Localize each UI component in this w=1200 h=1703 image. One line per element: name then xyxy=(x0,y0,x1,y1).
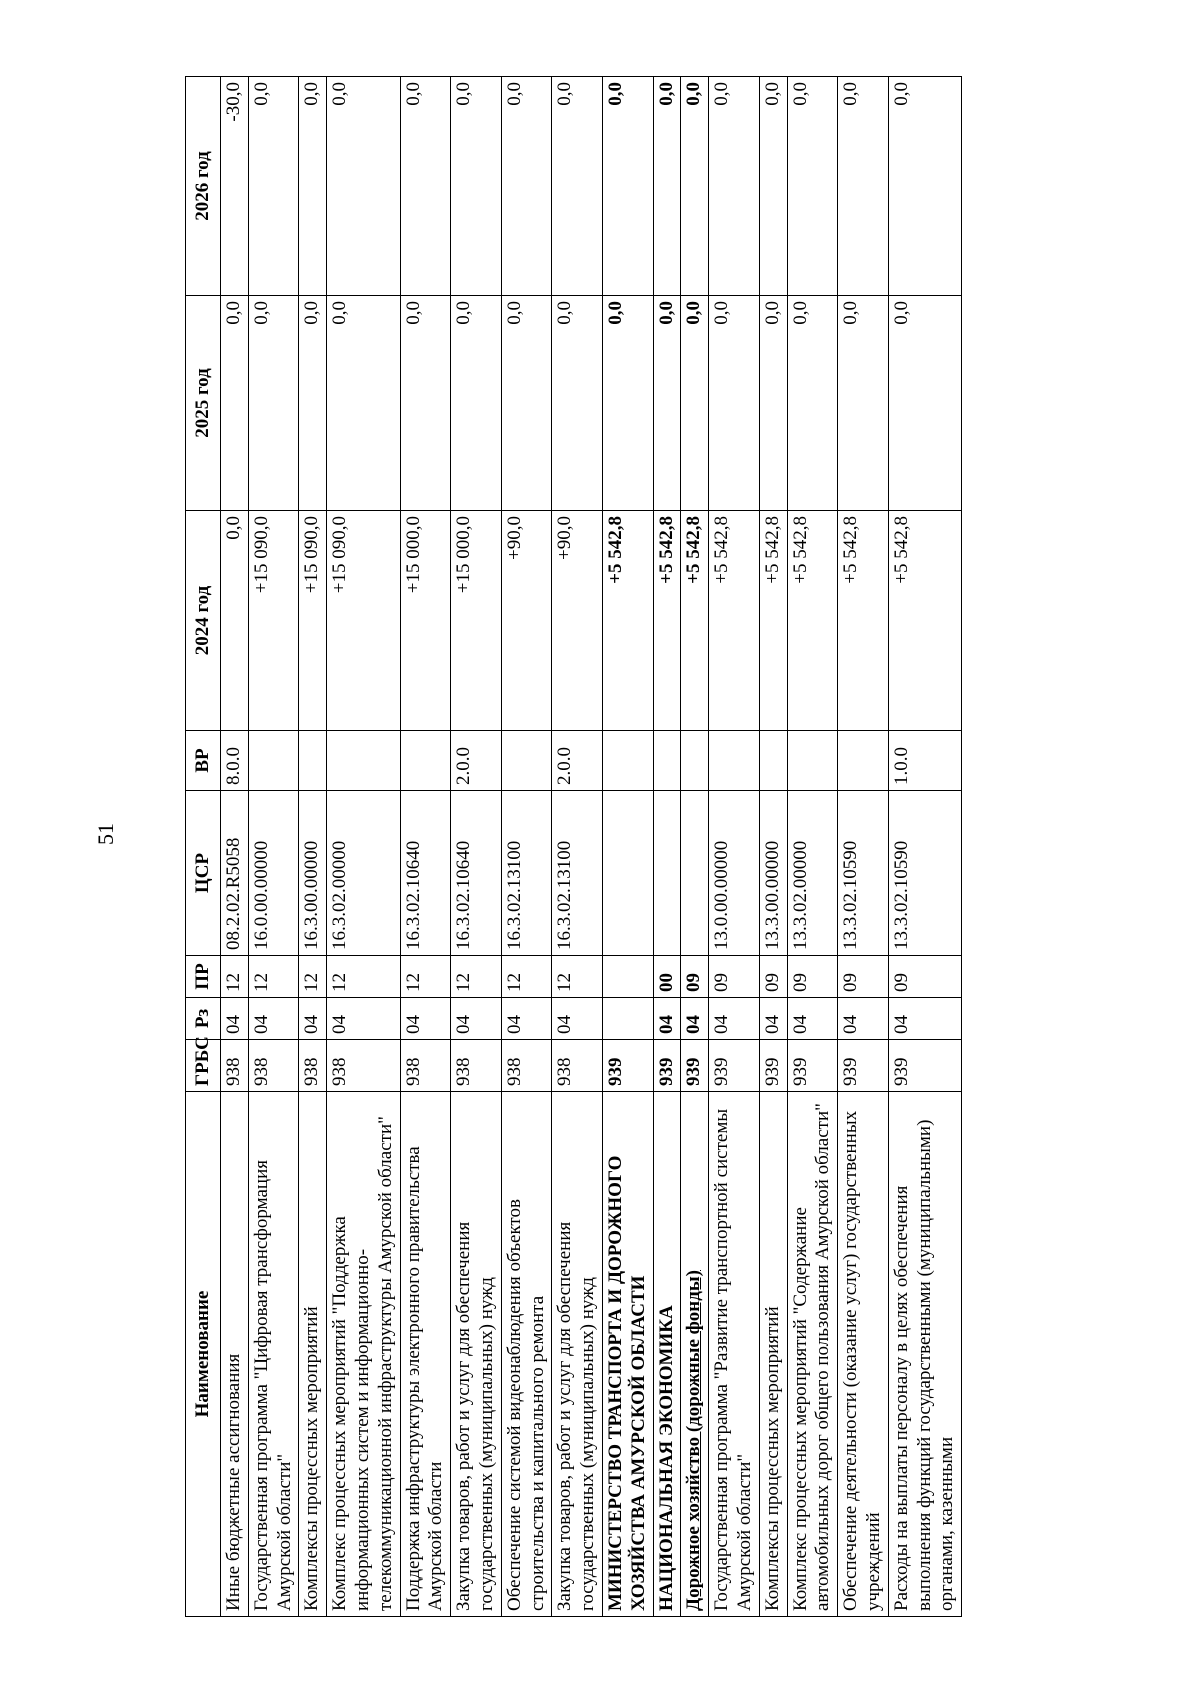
cell-2025: 0,0 xyxy=(681,296,709,511)
cell-name: Расходы на выплаты персоналу в целях обеспечения выполнения функций государственными (муниципальными) органами, казенными xyxy=(888,1092,961,1617)
cell-pr: 09 xyxy=(838,956,889,998)
cell-csr: 16.3.00.00000 xyxy=(299,791,327,956)
cell-vr xyxy=(602,731,653,791)
cell-pr xyxy=(602,956,653,998)
cell-name: Государственная программа "Цифровая трансформация Амурской области" xyxy=(248,1092,299,1617)
cell-2026: 0,0 xyxy=(451,77,502,296)
cell-2025: 0,0 xyxy=(221,296,249,511)
cell-2025: 0,0 xyxy=(327,296,400,511)
cell-name: Комплекс процессных мероприятий "Поддержка информационных систем и информационно-телекоммуникационной инфраструктуры Амурской области" xyxy=(327,1092,400,1617)
cell-name: Дорожное хозяйство (дорожные фонды) xyxy=(681,1092,709,1617)
cell-2026: 0,0 xyxy=(787,77,838,296)
cell-name: Комплексы процессных мероприятий xyxy=(299,1092,327,1617)
cell-grbs: 939 xyxy=(888,1040,961,1092)
cell-rz xyxy=(602,998,653,1040)
cell-2026: 0,0 xyxy=(888,77,961,296)
cell-pr: 12 xyxy=(248,956,299,998)
table-row xyxy=(602,77,653,1617)
cell-pr: 12 xyxy=(221,956,249,998)
cell-vr xyxy=(299,731,327,791)
rotated-page-content xyxy=(185,77,1070,1617)
cell-grbs: 938 xyxy=(400,1040,451,1092)
cell-name: Комплексы процессных мероприятий xyxy=(759,1092,787,1617)
cell-vr xyxy=(681,731,709,791)
cell-vr xyxy=(400,731,451,791)
table-row xyxy=(709,77,760,1617)
cell-rz: 04 xyxy=(400,998,451,1040)
table-row xyxy=(787,77,838,1617)
cell-2026: 0,0 xyxy=(838,77,889,296)
cell-name: Комплекс процессных мероприятий "Содержание автомобильных дорог общего пользования Амурской области" xyxy=(787,1092,838,1617)
cell-2025: 0,0 xyxy=(602,296,653,511)
cell-2024: +5 542,8 xyxy=(602,511,653,731)
cell-grbs: 939 xyxy=(759,1040,787,1092)
cell-rz: 04 xyxy=(451,998,502,1040)
cell-2025: 0,0 xyxy=(888,296,961,511)
cell-2026: 0,0 xyxy=(501,77,552,296)
cell-2025: 0,0 xyxy=(248,296,299,511)
cell-grbs: 939 xyxy=(653,1040,681,1092)
cell-csr: 16.3.02.13100 xyxy=(552,791,603,956)
cell-2026: 0,0 xyxy=(709,77,760,296)
cell-vr xyxy=(248,731,299,791)
cell-vr: 2.0.0 xyxy=(552,731,603,791)
cell-grbs: 938 xyxy=(501,1040,552,1092)
cell-csr: 16.3.02.13100 xyxy=(501,791,552,956)
cell-pr: 09 xyxy=(759,956,787,998)
cell-csr: 13.3.02.00000 xyxy=(787,791,838,956)
cell-vr xyxy=(653,731,681,791)
cell-2025: 0,0 xyxy=(299,296,327,511)
cell-csr: 13.3.02.10590 xyxy=(888,791,961,956)
cell-pr: 09 xyxy=(681,956,709,998)
cell-2024: 0,0 xyxy=(221,511,249,731)
header-2026: 2026 год xyxy=(186,77,221,296)
table-row xyxy=(221,77,249,1617)
cell-pr: 12 xyxy=(552,956,603,998)
cell-rz: 04 xyxy=(709,998,760,1040)
cell-2024: +15 000,0 xyxy=(400,511,451,731)
cell-rz: 04 xyxy=(653,998,681,1040)
cell-pr: 12 xyxy=(327,956,400,998)
table-row xyxy=(400,77,451,1617)
cell-2025: 0,0 xyxy=(501,296,552,511)
cell-name: Закупка товаров, работ и услуг для обеспечения государственных (муниципальных) нужд xyxy=(451,1092,502,1617)
table-row xyxy=(888,77,961,1617)
cell-2026: 0,0 xyxy=(653,77,681,296)
cell-pr: 09 xyxy=(709,956,760,998)
cell-rz: 04 xyxy=(248,998,299,1040)
cell-2026: 0,0 xyxy=(400,77,451,296)
cell-2026: 0,0 xyxy=(248,77,299,296)
table-row xyxy=(501,77,552,1617)
page-number: 51 xyxy=(93,823,118,845)
cell-csr: 13.0.00.00000 xyxy=(709,791,760,956)
cell-2024: +5 542,8 xyxy=(759,511,787,731)
cell-vr: 8.0.0 xyxy=(221,731,249,791)
cell-csr: 16.0.00.00000 xyxy=(248,791,299,956)
table-row xyxy=(653,77,681,1617)
cell-grbs: 938 xyxy=(248,1040,299,1092)
cell-2025: 0,0 xyxy=(451,296,502,511)
cell-vr xyxy=(501,731,552,791)
cell-csr: 08.2.02.R5058 xyxy=(221,791,249,956)
cell-rz: 04 xyxy=(221,998,249,1040)
cell-vr xyxy=(759,731,787,791)
cell-pr: 12 xyxy=(501,956,552,998)
cell-2025: 0,0 xyxy=(552,296,603,511)
cell-2024: +5 542,8 xyxy=(888,511,961,731)
cell-2026: 0,0 xyxy=(681,77,709,296)
cell-grbs: 938 xyxy=(327,1040,400,1092)
cell-rz: 04 xyxy=(787,998,838,1040)
cell-rz: 04 xyxy=(327,998,400,1040)
cell-csr: 16.3.02.10640 xyxy=(451,791,502,956)
cell-rz: 04 xyxy=(501,998,552,1040)
cell-grbs: 938 xyxy=(451,1040,502,1092)
header-2025: 2025 год xyxy=(186,296,221,511)
header-csr: ЦСР xyxy=(186,791,221,956)
cell-csr xyxy=(602,791,653,956)
table-body xyxy=(221,77,962,1617)
cell-vr: 1.0.0 xyxy=(888,731,961,791)
cell-csr xyxy=(681,791,709,956)
cell-2024: +90,0 xyxy=(552,511,603,731)
cell-name: Обеспечение системой видеонаблюдения объектов строительства и капитального ремонта xyxy=(501,1092,552,1617)
cell-grbs: 939 xyxy=(787,1040,838,1092)
cell-pr: 09 xyxy=(787,956,838,998)
table-row xyxy=(299,77,327,1617)
header-name: Наименование xyxy=(186,1092,221,1617)
cell-vr xyxy=(787,731,838,791)
cell-name: МИНИСТЕРСТВО ТРАНСПОРТА И ДОРОЖНОГО ХОЗЯЙСТВА АМУРСКОЙ ОБЛАСТИ xyxy=(602,1092,653,1617)
table-row xyxy=(838,77,889,1617)
cell-grbs: 938 xyxy=(221,1040,249,1092)
cell-csr: 16.3.02.10640 xyxy=(400,791,451,956)
cell-csr: 13.3.02.10590 xyxy=(838,791,889,956)
cell-2025: 0,0 xyxy=(709,296,760,511)
cell-pr: 00 xyxy=(653,956,681,998)
budget-table xyxy=(185,76,962,1617)
cell-2025: 0,0 xyxy=(838,296,889,511)
cell-grbs: 939 xyxy=(709,1040,760,1092)
cell-name: Государственная программа "Развитие транспортной системы Амурской области" xyxy=(709,1092,760,1617)
table-row xyxy=(248,77,299,1617)
header-pr: ПР xyxy=(186,956,221,998)
cell-2024: +5 542,8 xyxy=(653,511,681,731)
cell-2026: 0,0 xyxy=(299,77,327,296)
cell-vr xyxy=(327,731,400,791)
cell-2025: 0,0 xyxy=(787,296,838,511)
cell-2024: +5 542,8 xyxy=(681,511,709,731)
cell-2026: 0,0 xyxy=(552,77,603,296)
cell-rz: 04 xyxy=(681,998,709,1040)
cell-grbs: 938 xyxy=(552,1040,603,1092)
cell-rz: 04 xyxy=(552,998,603,1040)
cell-2024: +5 542,8 xyxy=(787,511,838,731)
table-header-row xyxy=(186,77,221,1617)
cell-2026: 0,0 xyxy=(759,77,787,296)
cell-grbs: 939 xyxy=(681,1040,709,1092)
cell-2024: +15 000,0 xyxy=(451,511,502,731)
cell-2025: 0,0 xyxy=(759,296,787,511)
cell-vr xyxy=(838,731,889,791)
cell-pr: 12 xyxy=(400,956,451,998)
header-grbs: ГРБС xyxy=(186,1040,221,1092)
header-vr: ВР xyxy=(186,731,221,791)
cell-pr: 12 xyxy=(451,956,502,998)
cell-2024: +5 542,8 xyxy=(709,511,760,731)
table-row xyxy=(552,77,603,1617)
cell-name: НАЦИОНАЛЬНАЯ ЭКОНОМИКА xyxy=(653,1092,681,1617)
cell-vr xyxy=(709,731,760,791)
cell-csr: 13.3.00.00000 xyxy=(759,791,787,956)
cell-name: Закупка товаров, работ и услуг для обеспечения государственных (муниципальных) нужд xyxy=(552,1092,603,1617)
cell-2024: +15 090,0 xyxy=(248,511,299,731)
cell-2024: +5 542,8 xyxy=(838,511,889,731)
cell-grbs: 939 xyxy=(602,1040,653,1092)
table-row xyxy=(759,77,787,1617)
cell-rz: 04 xyxy=(299,998,327,1040)
cell-2026: 0,0 xyxy=(602,77,653,296)
cell-vr: 2.0.0 xyxy=(451,731,502,791)
cell-csr xyxy=(653,791,681,956)
cell-2026: -30,0 xyxy=(221,77,249,296)
header-rz: Рз xyxy=(186,998,221,1040)
cell-rz: 04 xyxy=(838,998,889,1040)
cell-2025: 0,0 xyxy=(653,296,681,511)
cell-rz: 04 xyxy=(759,998,787,1040)
cell-grbs: 938 xyxy=(299,1040,327,1092)
cell-rz: 04 xyxy=(888,998,961,1040)
cell-pr: 12 xyxy=(299,956,327,998)
header-2024: 2024 год xyxy=(186,511,221,731)
cell-pr: 09 xyxy=(888,956,961,998)
table-row xyxy=(327,77,400,1617)
cell-name: Иные бюджетные ассигнования xyxy=(221,1092,249,1617)
cell-name: Поддержка инфраструктуры электронного правительства Амурской области xyxy=(400,1092,451,1617)
table-row xyxy=(681,77,709,1617)
cell-2024: +90,0 xyxy=(501,511,552,731)
cell-2025: 0,0 xyxy=(400,296,451,511)
cell-2026: 0,0 xyxy=(327,77,400,296)
cell-2024: +15 090,0 xyxy=(327,511,400,731)
cell-grbs: 939 xyxy=(838,1040,889,1092)
cell-2024: +15 090,0 xyxy=(299,511,327,731)
table-row xyxy=(451,77,502,1617)
cell-csr: 16.3.02.00000 xyxy=(327,791,400,956)
cell-name: Обеспечение деятельности (оказание услуг) государственных учреждений xyxy=(838,1092,889,1617)
